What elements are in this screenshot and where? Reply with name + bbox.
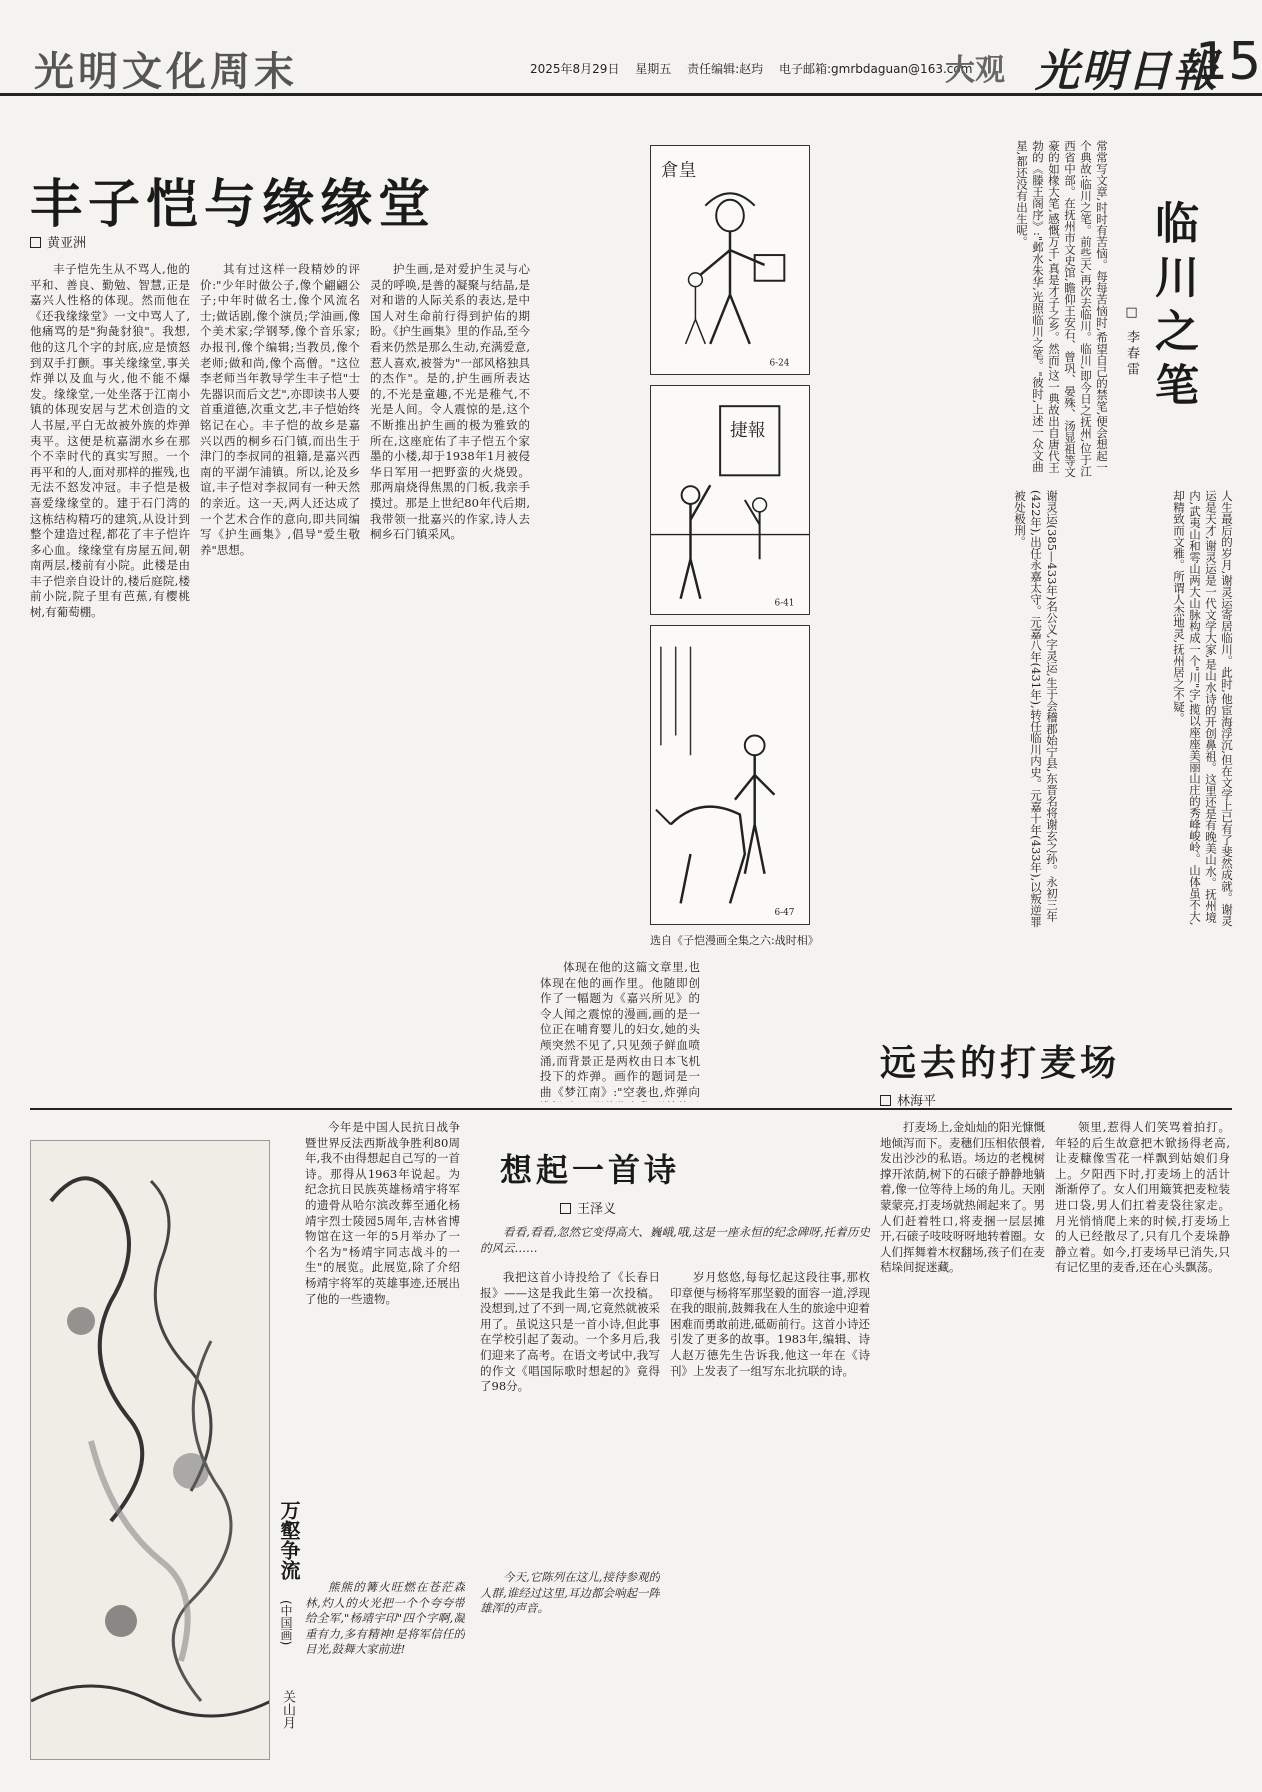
section-divider bbox=[30, 1108, 1232, 1110]
comic-caption: 选自《子恺漫画全集之六:战时相》 bbox=[650, 934, 819, 947]
column-text: 护生画,是对爱护生灵与心灵的呼唤,是善的凝聚与结晶,是对和谐的人际关系的表达,是中国人对生命前行得到护佑的期盼。《护生画集》里的作品,至今看来仍然是那么生动,充满爱意,惹人喜欢,被誉为"一部风格独具的杰作"。是的,护生画所表达的,不光是童趣,不光是稚气,不光是人间。令人震惊的是,这个不断推出护生画的极为雅致的所在,这座庇佑了丰子恺五个家墨的小楼,却于1938年1月被侵华日军用一把野蛮的火烧毁。那两扇烧得焦黑的门板,我亲手摸过。那是上世纪80年代后期,我带领一批嘉兴的作家,诗人去桐乡石门镇采风。 bbox=[370, 262, 530, 542]
poem-excerpt bbox=[480, 1225, 870, 1265]
article-title-fengzikai: 丰子恺与缘缘堂 bbox=[30, 175, 437, 235]
article-column bbox=[30, 262, 190, 1102]
issue-date: 2025年8月29日 bbox=[530, 62, 620, 76]
column-text: 打麦场上,金灿灿的阳光慷慨地倾泻而下。麦穗们压相依偎着,发出沙沙的私语。场边的老槐树撑开浓荫,树下的石磙子静静地躺着,像一位等待上场的角儿。天刚蒙蒙亮,打麦场就热闹起来了。男人们赶着牲口,将麦捆一层层摊开,石磙子吱吱呀呀地转着圈。女人们挥舞着木杈翻场,孩子们在麦秸垛间捉迷藏。 bbox=[880, 1120, 1045, 1275]
article-column bbox=[200, 262, 360, 1102]
article-column bbox=[480, 1270, 660, 1560]
comic-panel bbox=[650, 145, 810, 375]
masthead bbox=[0, 0, 1262, 96]
author-name: 黄亚洲 bbox=[47, 236, 87, 251]
comic-drawing bbox=[651, 146, 809, 374]
newspaper-logo: 光明日報 bbox=[1035, 46, 1219, 97]
column-text: 常常写文章,时时有苦恼。每每苦恼时,希望自己的禁笔,便会想起一个典故:临川之笔。前些天,再次去临川。临川,即今日之抚州,位于江西省中部。在抚州市文史馆,瞻仰王安石、曾巩、晏殊、汤显祖等文豪的如椽大笔,感慨万千,真是才子之乡。然而,这一典故出自唐代王勃的《滕王阁序》:"邺水朱华,光照临川之笔。"彼时,上述一众文曲星,都还没有出生呢。 bbox=[1015, 140, 1109, 478]
painting-image bbox=[31, 1141, 270, 1760]
column-text: 领里,惹得人们笑骂着拍打。年轻的后生故意把木锨扬得老高,让麦糠像雪花一样飘到姑娘们身上。夕阳西下时,打麦场上的活计渐渐停了。女人们用簸箕把麦粒装进口袋,男人们扛着麦袋往家走。月光悄悄爬上来的时候,打麦场上的人已经散尽了,只有几个麦垛静静立着。如今,打麦场早已消失,只有记忆里的麦香,还在心头飘荡。 bbox=[1055, 1120, 1230, 1275]
poem-text: 熊熊的篝火旺燃在苍茫森林,灼人的火光把一个个夸夸带给全军,"杨靖宇印"四个字啊,凝重有力,多有精神!是将军信任的目光,鼓舞大家前进! bbox=[305, 1580, 465, 1657]
comic-date: 6-41 bbox=[774, 598, 795, 609]
column-text: 谢灵运(385—433年)名公义,字灵运,生于会稽郡始宁县,东晋名将谢玄之孙。永初三年(422年),出任永嘉太守。元嘉八年(431年),转任临川内史。元嘉十年(433年),以叛逆罪被处极刑。 bbox=[1013, 490, 1059, 928]
column-text: 人生最后的岁月,谢灵运寄居临川。此时,他宦海浮沉,但在文学上已有了斐然成就。谢灵运是天才,谢灵运是一代文学大家,是山水诗的开创鼻祖。这里还是有晚美山水。抚州境内,武夷山和雩山两大山脉构成一个"川"字,揽以座座美丽山庄的秀峰峻岭。山体虽不大,却精致而文雅。所谓人杰地灵,抚州居之不疑。 bbox=[1172, 490, 1234, 927]
byline-fengzikai bbox=[30, 232, 86, 251]
article-column bbox=[830, 490, 1060, 930]
comic-drawing bbox=[651, 386, 809, 614]
poem-excerpt bbox=[480, 1570, 660, 1770]
article-column bbox=[370, 262, 530, 1102]
comic-label: 倉皇 bbox=[660, 161, 697, 182]
byline-poem bbox=[560, 1198, 616, 1217]
issue-editor: 责任编辑:赵玙 bbox=[687, 62, 764, 76]
comic-drawing bbox=[651, 626, 809, 924]
byline-box-icon: □ bbox=[1124, 305, 1139, 331]
article-column bbox=[1055, 1120, 1230, 1770]
painting-landscape bbox=[30, 1140, 270, 1760]
article-title-linchuan: 临川之笔 bbox=[1147, 200, 1198, 416]
author-name: 李春雷 bbox=[1124, 330, 1139, 379]
painting-medium: (中国画) bbox=[279, 1600, 293, 1646]
issue-info bbox=[530, 60, 984, 77]
poem-text: 今天,它陈列在这儿,接待参观的人群,谁经过这里,耳边都会响起一阵雄浑的声音。 bbox=[480, 1570, 660, 1616]
column-text: 体现在他的这篇文章里,也体现在他的画作里。他随即创作了一幅题为《嘉兴所见》的令人闻之震惊的漫画,画的是一位正在哺育婴儿的妇女,她的头颅突然不见了,只见颈子鲜血喷涌,而背景正是两枚由日本飞机投下的炸弹。画作的题词是一曲《梦江南》:"空袭也,炸弹向 bbox=[540, 960, 700, 1099]
byline-box-icon bbox=[880, 1095, 891, 1106]
comic-date: 6-47 bbox=[774, 908, 795, 919]
byline-box-icon bbox=[560, 1203, 571, 1214]
byline-box-icon bbox=[30, 237, 41, 248]
poem-excerpt bbox=[305, 1580, 465, 1700]
issue-weekday: 星期五 bbox=[635, 62, 672, 76]
column-name: 光明文化周末 bbox=[34, 49, 298, 95]
comic-date: 6-24 bbox=[769, 358, 790, 369]
article-title-poem: 想起一首诗 bbox=[500, 1151, 681, 1189]
section-name: 大观 bbox=[945, 53, 1005, 88]
issue-email: 电子邮箱:gmrbdaguan@163.com bbox=[779, 62, 973, 76]
comic-label: 捷報 bbox=[730, 420, 766, 441]
author-name: 王泽义 bbox=[577, 1202, 617, 1217]
byline-linchuan bbox=[1122, 305, 1141, 378]
page-number: 15 bbox=[1195, 32, 1262, 92]
column-text: 今年是中国人民抗日战争暨世界反法西斯战争胜利80周年,我不由得想起自己写的一首诗。那得从1963年说起。为纪念抗日民族英雄杨靖宇将军的遗骨从哈尔滨改葬至通化杨靖宇烈士陵园5周年,吉林省博物馆在这一年的5月举办了一个名为"杨靖宇同志战斗的一生"的展览。此展览,除了介绍杨靖宇将军的英雄事迹,还展出了他的一些遗物。 bbox=[305, 1120, 460, 1306]
column-text: 我把这首小诗投给了《长春日报》——这是我此生第一次投稿。没想到,过了不到一周,它竟然就被采用了。虽说这只是一首小诗,但此事在学校引起了轰动。一个多月后,我们迎来了高考。在语文考试中,我写的作文《唱国际歌时想起的》竟得了98分。 bbox=[480, 1270, 660, 1394]
painting-title: 万壑争流 bbox=[277, 1500, 301, 1580]
article-column bbox=[830, 140, 1110, 480]
poem-text: 看看,看看,忽然它变得高大、巍峨,哦,这是一座永恒的纪念碑呀,托着历史的风云…… bbox=[480, 1225, 870, 1255]
column-text: 丰子恺先生从不骂人,他的平和、善良、勤勉、智慧,正是嘉兴人性格的体现。然而他在《还我缘缘堂》一文中骂人了,他痛骂的是"狗彘豺狼"。我想,他的这几个字的封底,应是愤怒到双手打颤。事关缘缘堂,事关炸弹以及血与火,他不能不爆发。缘缘堂,一处坐落于江南小镇的体现安居与艺术创造的文人书屋,平白无故被外族的炸弹夷平。这便是杭嘉湖水乡在那个不幸时代的真实写照。一个再平和的人,面对那样的摧残,也无法不怒发冲冠。丰子恺是极喜爱缘缘堂的。建于石门湾的这栋结构精巧的建筑,从设计到整个建造过程,都花了丰子恺许多心血。缘缘堂有房屋五间,朝南两层,楼前有小院。此楼是由丰子恺亲自设计的,楼后庭院,楼前小院,院子里有芭蕉,有樱桃树,有葡萄棚。 bbox=[30, 262, 190, 620]
author-name: 林海平 bbox=[897, 1094, 937, 1109]
painting-artist: 关山月 bbox=[280, 1690, 295, 1729]
article-title-threshing: 远去的打麦场 bbox=[880, 1043, 1121, 1084]
article-column bbox=[670, 1270, 870, 1770]
article-column bbox=[880, 1120, 1045, 1770]
comic-panel bbox=[650, 625, 810, 925]
comic-panel bbox=[650, 385, 810, 615]
column-text: 岁月悠悠,每每忆起这段往事,那枚印章便与杨将军那坚毅的面容一道,浮现在我的眼前,鼓舞我在人生的旅途中迎着困难而勇敢前进,砥砺前行。这首小诗还引发了更多的故事。1983年,编辑、诗人赵万德先生告诉我,他这一年在《诗刊》上发表了一组写东北抗联的诗。 bbox=[670, 1270, 870, 1378]
article-column bbox=[1065, 490, 1235, 930]
article-column bbox=[540, 960, 700, 1102]
byline-threshing bbox=[880, 1090, 936, 1109]
column-text: 其有过这样一段精妙的评价:"少年时做公子,像个翩翩公子;中年时做名士,像个风流名士;做话剧,像个演员;学油画,像个美术家;学钢琴,像个音乐家;办报刊,像个编辑;当教员,像个老师;做和尚,像个高僧。"这位李老师当年教导学生丰子恺"士先器识而后文艺",亦即读书人要首重道德,次重文艺,丰子恺始终铭记在心。丰子恺的故乡是嘉兴以西的桐乡石门镇,而出生于津门的李叔同的祖籍,是嘉兴西南的平湖乍浦镇。所以,论及乡谊,丰子恺对李叔同有一种天然的亲近。这一天,两人还达成了一个艺术合作的意向,即共同编写《护生画集》,倡导"爱生敬养"思想。 bbox=[200, 262, 360, 557]
